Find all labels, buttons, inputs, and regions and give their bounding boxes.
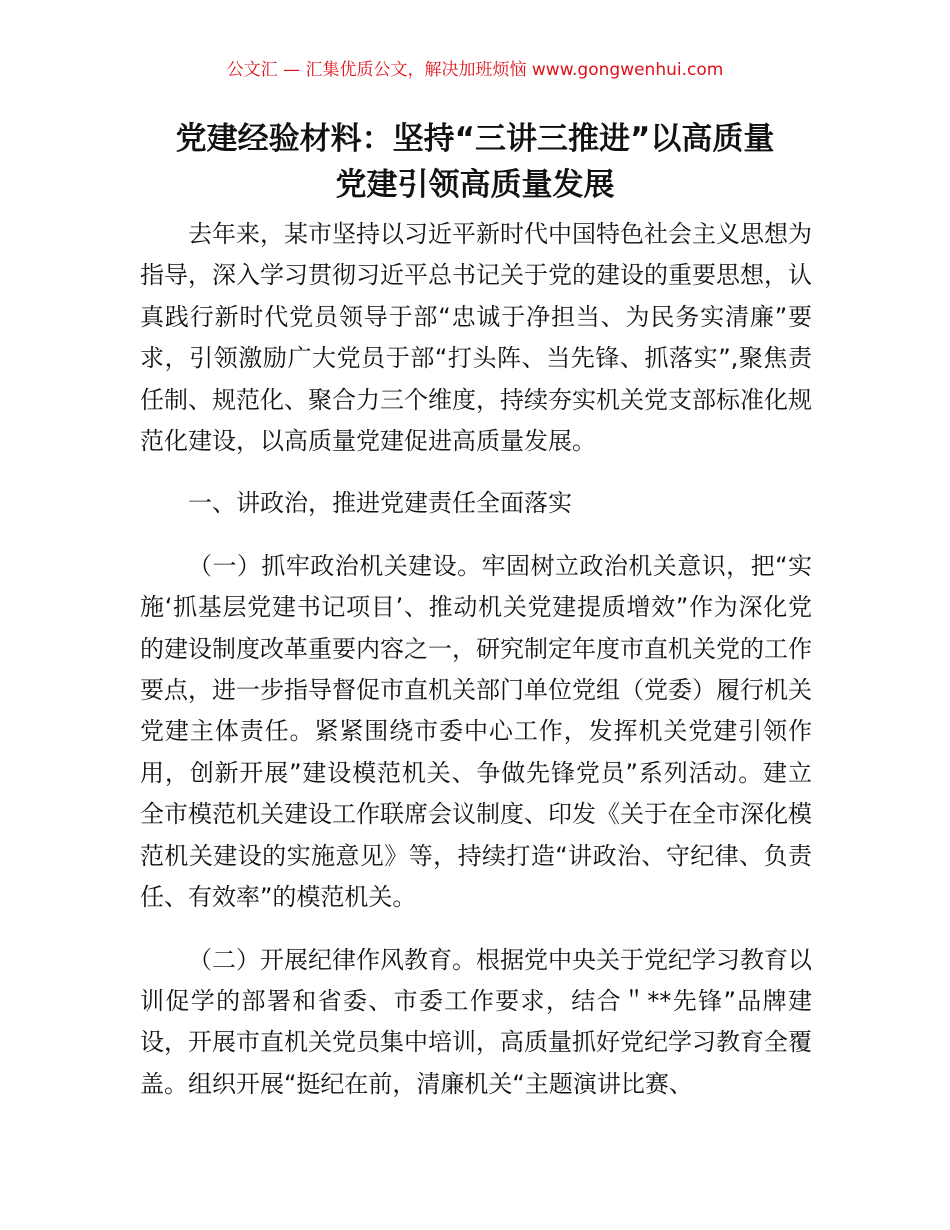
title-line-1: 党建经验材料：坚持“三讲三推进”以高质量 <box>175 121 775 157</box>
title-line-2: 党建引领高质量发展 <box>335 167 615 203</box>
paragraph-subsection-1: （一）抓牢政治机关建设。牢固树立政治机关意识，把“实施‘抓基层党建书记项目’、推动机关党建提质增效”作为深化党的建设制度改革重要内容之一，研究制定年度市直机关党的工作要点，进一步指导督促市直机关部门单位党组（党委）履行机关党建主体责任。紧紧围绕市委中心工作，发挥机关党建引领作用，创新开展”建设模范机关、争做先锋党员”系列活动。建立全市模范机关建设工作联席会议制度、印发《关于在全市深化模范机关建设的实施意见》等，持续打造“讲政治、守纪律、负责任、有效率”的模范机关。 <box>140 551 812 912</box>
paragraph-subsection-2: （二）开展纪律作风教育。根据党中央关于党纪学习教育以训促学的部署和省委、市委工作要求，结合＂**先锋”品牌建设，开展市直机关党员集中培训，高质量抓好党纪学习教育全覆盖。组织开展“挺纪在前，清廉机关“主题演讲比赛、 <box>140 945 812 1098</box>
document-body <box>140 214 812 1105</box>
paragraph-intro: 去年来，某市坚持以习近平新时代中国特色社会主义思想为指导，深入学习贯彻习近平总书记关于党的建设的重要思想，认真践行新时代党员领导于部“忠诚于净担当、为民务实清廉”要求，引领激励广大党员于部“打头阵、当先锋、抓落实”,聚焦责任制、规范化、聚合力三个维度，持续夯实机关党支部标准化规范化建设，以高质量党建促进高质量发展。 <box>140 220 812 456</box>
section-heading-1: 一、讲政治，推进党建责任全面落实 <box>188 489 572 518</box>
watermark-header[interactable]: 公文汇 — 汇集优质公文，解决加班烦恼 www.gongwenhui.com <box>226 60 724 80</box>
document-title <box>110 116 840 208</box>
